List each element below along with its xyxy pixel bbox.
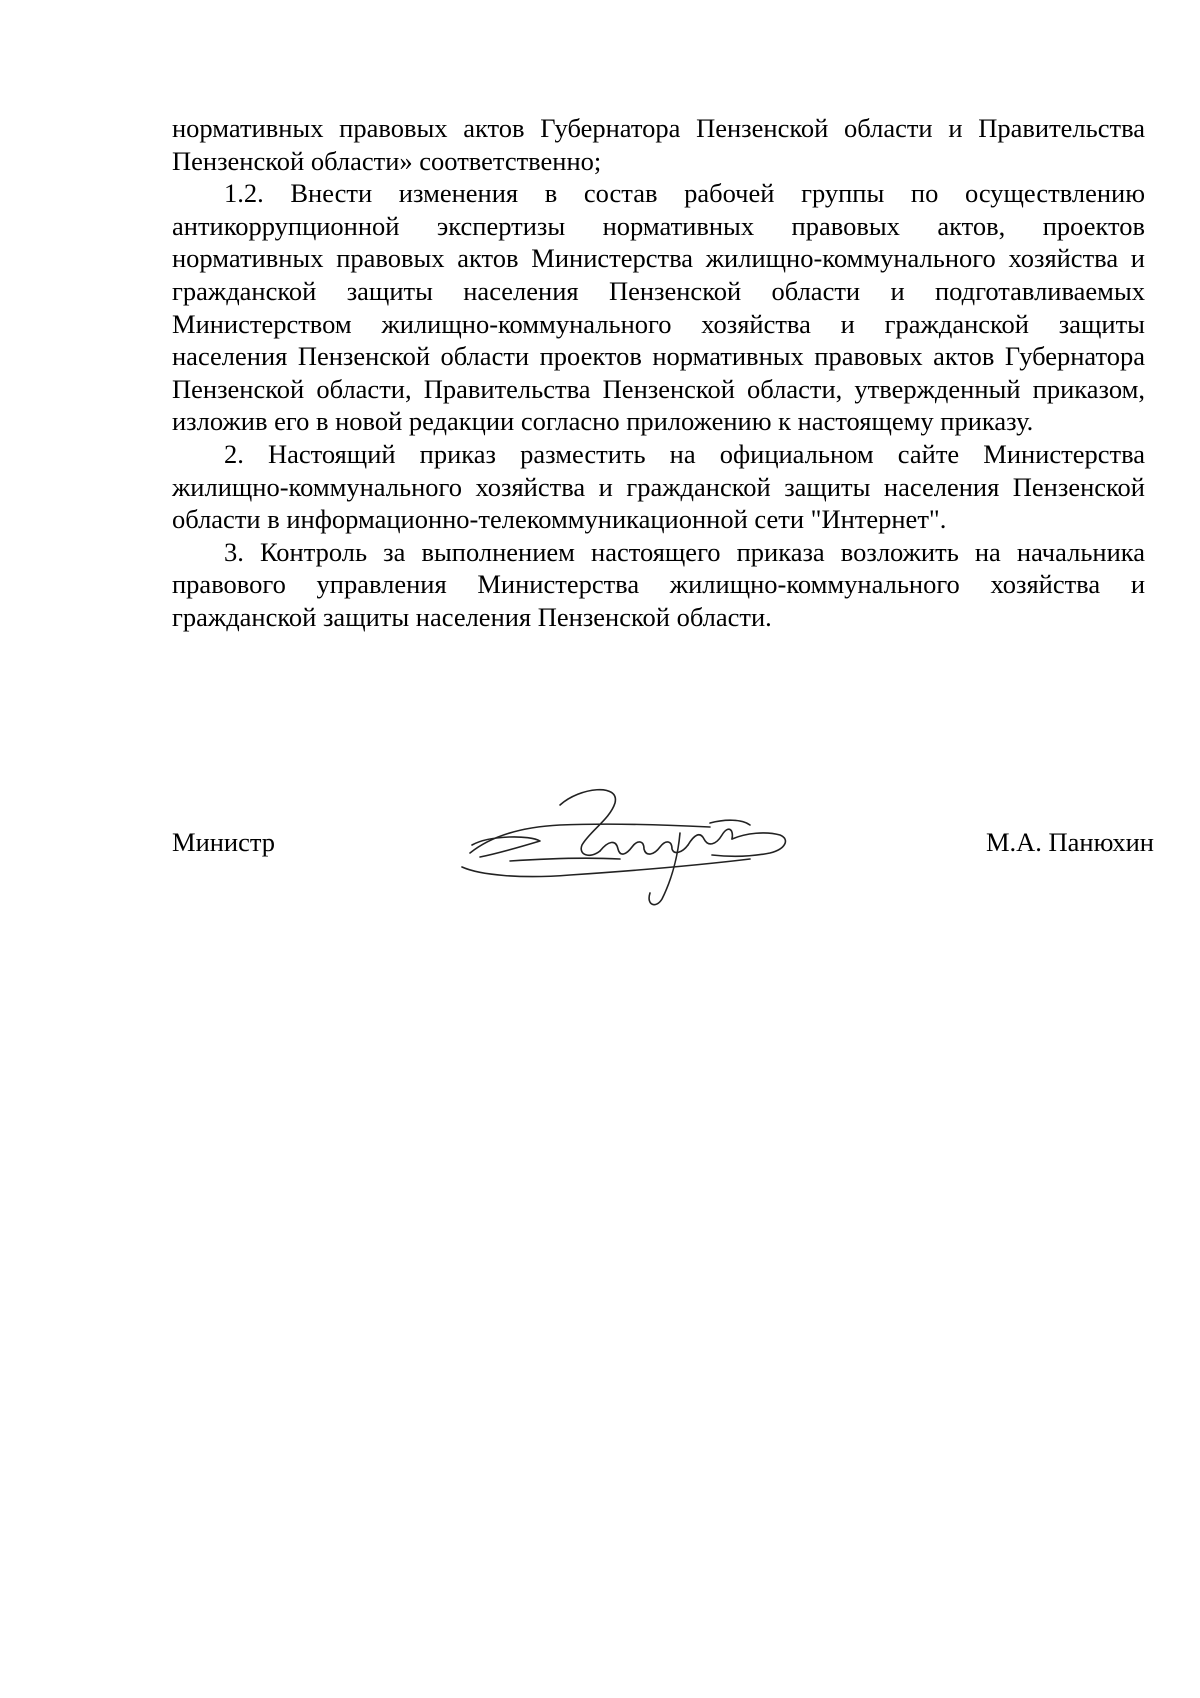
signatory-name: М.А. Панюхин <box>985 827 1154 857</box>
position-title: Министр <box>172 827 276 857</box>
paragraph-item-2: 2. Настоящий приказ разместить на официальном сайте Министерства жилищно-коммунального хозяйства и гражданской защиты населения Пензенской области в информационно-телекоммуникационной сети "Интернет". <box>172 438 1145 535</box>
paragraph-continuation: нормативных правовых актов Губернатора Пензенской области и Правительства Пензенской области» соответственно; <box>172 113 1145 176</box>
handwritten-signature <box>450 775 810 925</box>
document-body <box>172 112 1145 634</box>
paragraph-item-3: 3. Контроль за выполнением настоящего приказа возложить на начальника правового управления Министерства жилищно-коммунального хозяйства и гражданской защиты населения Пензенской области. <box>172 536 1145 632</box>
paragraph-item-1-2: 1.2. Внести изменения в состав рабочей группы по осуществлению антикоррупционной экспертизы нормативных правовых актов, проектов нормативных правовых актов Министерства жилищно-коммунального хозяйства и гражданской защиты населения Пензенской области и подготавливаемых Министерством жилищно-коммунального хозяйства и гражданской защиты населения Пензенской области проектов нормативных правовых актов Губернатора Пензенской области, Правительства Пензенской области, утвержденный приказом, изложив его в новой редакции согласно приложению к настоящему приказу. <box>172 178 1145 437</box>
